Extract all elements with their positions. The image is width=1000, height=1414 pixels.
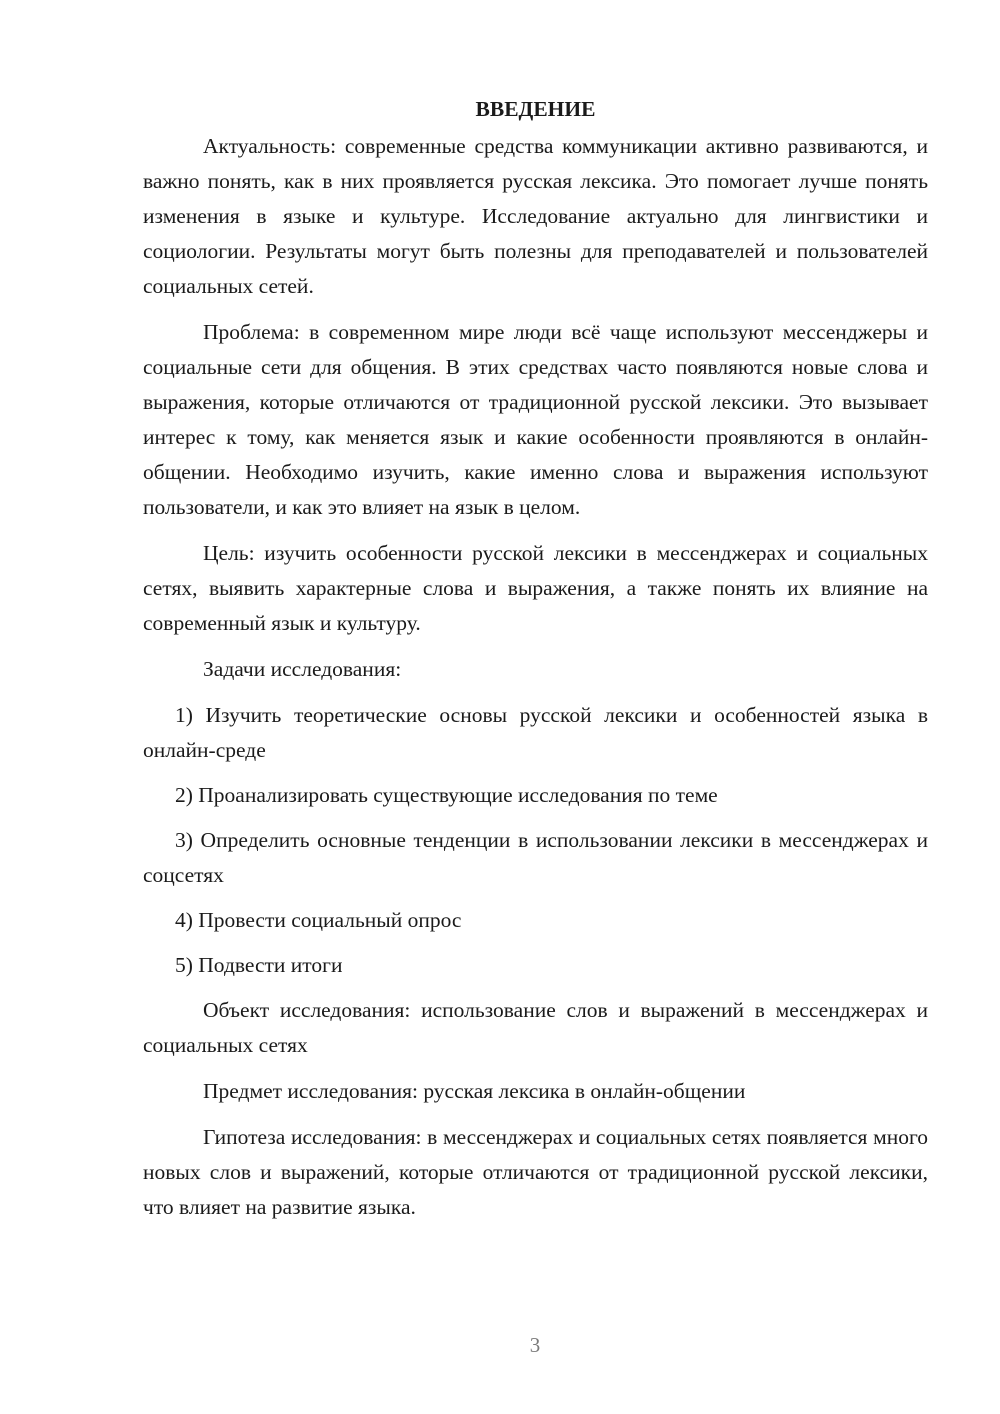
paragraph-subject: Предмет исследования: русская лексика в онлайн-общении: [203, 1079, 746, 1103]
task-item-5: 5) Подвести итоги: [175, 953, 343, 977]
paragraph-problem: Проблема: в современном мире люди всё чаще используют мессенджеры и социальные сети для общения. В этих средствах часто появляются новые слова и выражения, которые отличаются от традиционной русской лексики. Это вызывает интерес к тому, как меняется язык и какие особенности проявляются в онлайн-общении. Необходимо изучить, какие именно слова и выражения используют пользователи, и как это влияет на язык в целом.: [143, 320, 928, 519]
tasks-heading: Задачи исследования:: [203, 657, 402, 681]
page-number: 3: [529, 1333, 541, 1357]
task-item-3: 3) Определить основные тенденции в использовании лексики в мессенджерах и соцсетях: [143, 828, 928, 887]
paragraph-goal: Цель: изучить особенности русской лексики в мессенджерах и социальных сетях, выявить характерные слова и выражения, а также понять их влияние на современный язык и культуру.: [143, 541, 928, 635]
paragraph-hypothesis: Гипотеза исследования: в мессенджерах и социальных сетях появляется много новых слов и выражений, которые отличаются от традиционной русской лексики, что влияет на развитие языка.: [143, 1125, 928, 1219]
task-item-4: 4) Провести социальный опрос: [175, 908, 462, 932]
task-item-1: 1) Изучить теоретические основы русской лексики и особенностей языка в онлайн-среде: [143, 703, 928, 762]
task-item-2: 2) Проанализировать существующие исследования по теме: [175, 783, 718, 807]
section-title: ВВЕДЕНИЕ: [475, 97, 596, 121]
page-content: [143, 92, 928, 1236]
paragraph-object: Объект исследования: использование слов и выражений в мессенджерах и социальных сетях: [143, 998, 928, 1057]
paragraph-relevance: Актуальность: современные средства коммуникации активно развиваются, и важно понять, как в них проявляется русская лексика. Это помогает лучше понять изменения в языке и культуре. Исследование актуально для лингвистики и социологии. Результаты могут быть полезны для преподавателей и пользователей социальных сетей.: [143, 134, 928, 298]
